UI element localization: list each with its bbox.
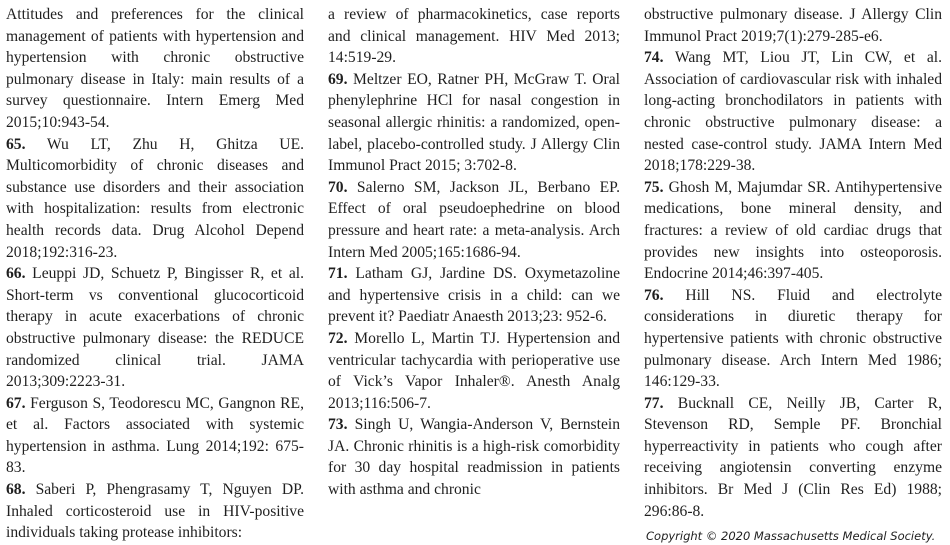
reference-number: 68. [6,481,26,499]
reference-item [328,263,620,328]
reference-text: Meltzer EO, Ratner PH, McGraw T. Oral phenylephrine HCl for nasal congestion in seasonal allergic rhinitis: a randomized, open-label, placebo-controlled study. J Allergy Clin Immunol Pract 2015; 3:702-8. [328,70,620,175]
reference-item [6,393,304,479]
reference-number: 73. [328,416,348,434]
reference-number: 71. [328,265,348,283]
reference-text: obstructive pulmonary disease. J Allergy Clin Immunol Pract 2019;7(1):279-285-e6. [644,6,942,45]
reference-text: Salerno SM, Jackson JL, Berbano EP. Effect of oral pseudoephedrine on blood pressure and heart rate: a meta-analysis. Arch Intern Med 2005;165:1686-94. [328,178,620,261]
reference-number: 70. [328,178,348,196]
reference-item [6,134,304,264]
reference-number: 65. [6,135,26,153]
reference-text: Wang MT, Liou JT, Lin CW, et al. Association of cardiovascular risk with inhaled long-acting bronchodilators in patients with chronic obstructive pulmonary disease: a nested case-control study. JAMA Intern Med 2018;178:229-38. [644,49,942,175]
reference-item [328,328,620,414]
reference-item [644,285,942,393]
reference-item [644,177,942,285]
reference-text: Saberi P, Phengrasamy T, Nguyen DP. Inhaled corticosteroid use in HIV-positive individuals taking protease inhibitors: [6,481,304,542]
copyright-notice: Copyright © 2020 Massachusetts Medical Society. [646,529,936,544]
reference-number: 66. [6,265,26,283]
reference-item [328,177,620,263]
reference-number: 74. [644,49,664,67]
reference-text: Bucknall CE, Neilly JB, Carter R, Stevenson RD, Semple PF. Bronchial hyperreactivity in patients who cough after receiving angiotensin converting enzyme inhibitors. Br Med J (Clin Res Ed) 1988; 296:86-8. [644,394,942,520]
reference-text: Wu LT, Zhu H, Ghitza UE. Multicomorbidity of chronic diseases and substance use disorders and their association with hospitalization: results from electronic health records data. Drug Alcohol Depend 2018;192:316-23. [6,135,304,261]
reference-number: 69. [328,70,348,88]
reference-column-1 [6,4,304,542]
reference-item [328,414,620,500]
reference-item [6,263,304,393]
reference-number: 75. [644,178,664,196]
reference-item [328,4,620,69]
reference-column-3 [644,4,943,544]
reference-text: Morello L, Martin TJ. Hypertension and ventricular tachycardia with perioperative use of Vick’s Vapor Inhaler®. Anesth Analg 2013;116:506-7. [328,329,620,412]
reference-text: a review of pharmacokinetics, case reports and clinical management. HIV Med 2013; 14:519-29. [328,6,620,67]
reference-item [644,4,942,47]
reference-text: Ferguson S, Teodorescu MC, Gangnon RE, et al. Factors associated with systemic hypertension in asthma. Lung 2014;192: 675-83. [6,394,304,477]
reference-item [644,47,942,177]
reference-text: Hill NS. Fluid and electrolyte considerations in diuretic therapy for hypertensive patients with chronic obstructive pulmonary disease. Arch Intern Med 1986; 146:129-33. [644,286,943,391]
reference-item [644,393,942,523]
reference-text: Singh U, Wangia-Anderson V, Bernstein JA. Chronic rhinitis is a high-risk comorbidity for 30 day hospital readmission in patients with asthma and chronic [328,416,620,499]
reference-item [6,4,304,134]
reference-item [328,69,620,177]
reference-number: 77. [644,394,664,412]
reference-text: Attitudes and preferences for the clinical management of patients with hypertension and hypertension with chronic obstructive pulmonary disease in Italy: main results of a survey questionnaire. Intern Emerg Med 2015;10:943-54. [6,6,304,131]
reference-text: Ghosh M, Majumdar SR. Antihypertensive medications, bone mineral density, and fractures: a review of old cardiac drugs that provides new insights into osteoporosis. Endocrine 2014;46:397-405. [644,178,942,283]
reference-number: 72. [328,329,348,347]
reference-text: Leuppi JD, Schuetz P, Bingisser R, et al. Short-term vs conventional glucocorticoid therapy in acute exacerbations of chronic obstructive pulmonary disease: the REDUCE randomized clinical trial. JAMA 2013;309:2223-31. [6,265,304,391]
reference-number: 67. [6,394,26,412]
reference-text: Latham GJ, Jardine DS. Oxymetazoline and hypertensive crisis in a child: can we prevent it? Paediatr Anaesth 2013;23: 952-6. [328,265,620,326]
reference-item [6,479,304,544]
reference-column-2 [328,4,620,536]
reference-number: 76. [644,286,664,304]
